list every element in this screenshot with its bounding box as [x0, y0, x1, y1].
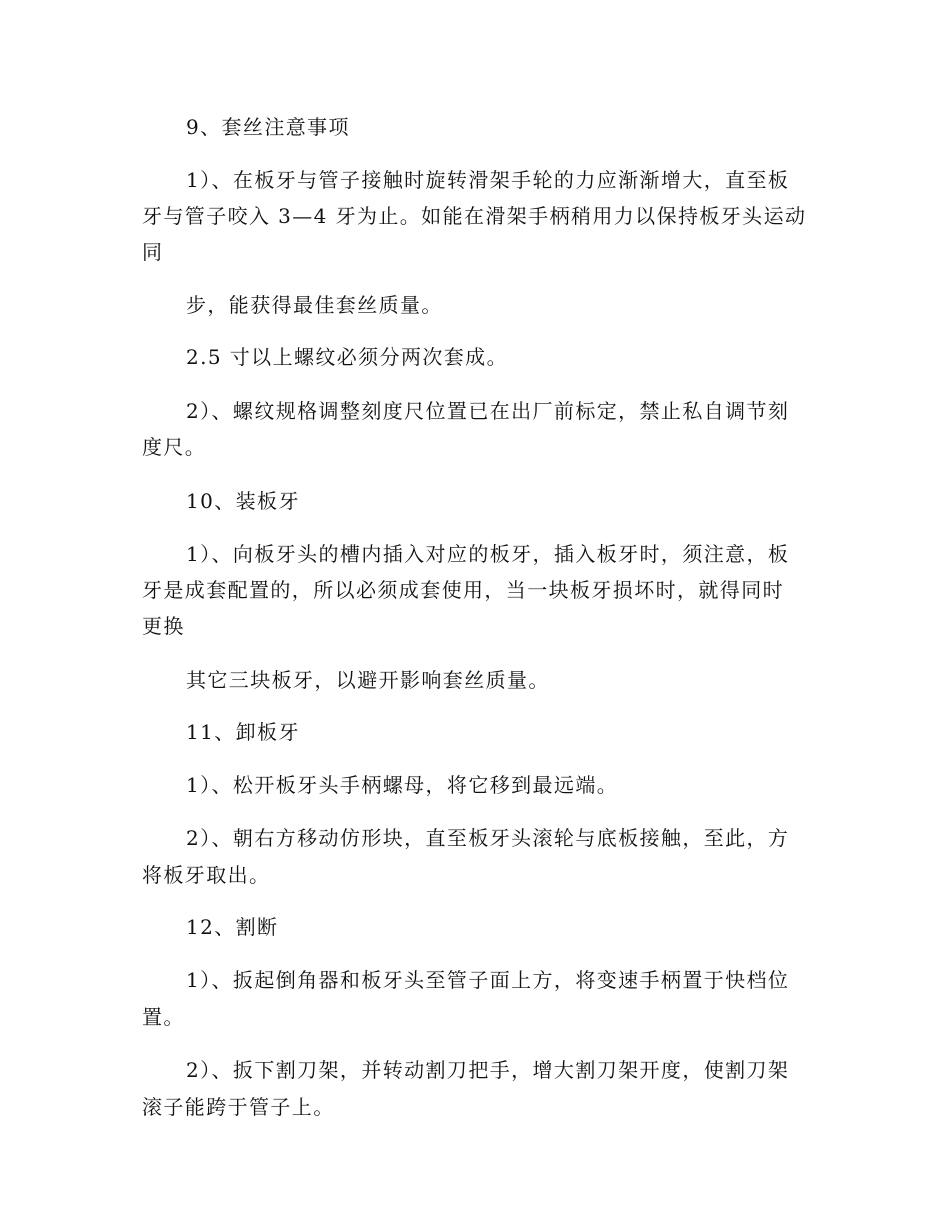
- section-heading-10: 10、装板牙: [186, 489, 300, 513]
- paragraph-line: 1）、松开板牙头手柄螺母，将它移到最远端。: [186, 773, 619, 797]
- paragraph-line: 1）、在板牙与管子接触时旋转滑架手轮的力应渐渐增大，直至板: [186, 168, 790, 192]
- section-heading-12: 12、割断: [186, 915, 279, 939]
- paragraph-line: 其它三块板牙，以避开影响套丝质量。: [186, 668, 550, 692]
- paragraph-line: 2.5 寸以上螺纹必须分两次套成。: [186, 345, 508, 369]
- paragraph-line: 1）、向板牙头的槽内插入对应的板牙，插入板牙时，须注意，板: [186, 542, 790, 566]
- paragraph-line: 牙是成套配置的，所以必须成套使用，当一块板牙损坏时，就得同时: [142, 578, 784, 602]
- paragraph-line: 2）、螺纹规格调整刻度尺位置已在出厂前标定，禁止私自调节刻: [186, 399, 790, 423]
- paragraph-line: 同: [142, 240, 164, 264]
- paragraph-line: 置。: [142, 1005, 185, 1029]
- paragraph-line: 更换: [142, 614, 185, 638]
- paragraph-line: 2）、朝右方移动仿形块，直至板牙头滚轮与底板接触，至此，方: [186, 826, 790, 850]
- paragraph-line: 步，能获得最佳套丝质量。: [186, 293, 443, 317]
- section-heading-9: 9、套丝注意事项: [186, 115, 350, 139]
- paragraph-line: 将板牙取出。: [142, 863, 271, 887]
- paragraph-line: 牙与管子咬入 3—4 牙为止。如能在滑架手柄稍用力以保持板牙头运动: [142, 204, 807, 228]
- section-heading-11: 11、卸板牙: [186, 720, 300, 744]
- paragraph-line: 1）、扳起倒角器和板牙头至管子面上方，将变速手柄置于快档位: [186, 968, 790, 992]
- paragraph-line: 度尺。: [142, 435, 207, 459]
- paragraph-line: 2）、扳下割刀架，并转动割刀把手，增大割刀架开度，使割刀架: [186, 1058, 790, 1082]
- paragraph-line: 滚子能跨于管子上。: [142, 1095, 335, 1119]
